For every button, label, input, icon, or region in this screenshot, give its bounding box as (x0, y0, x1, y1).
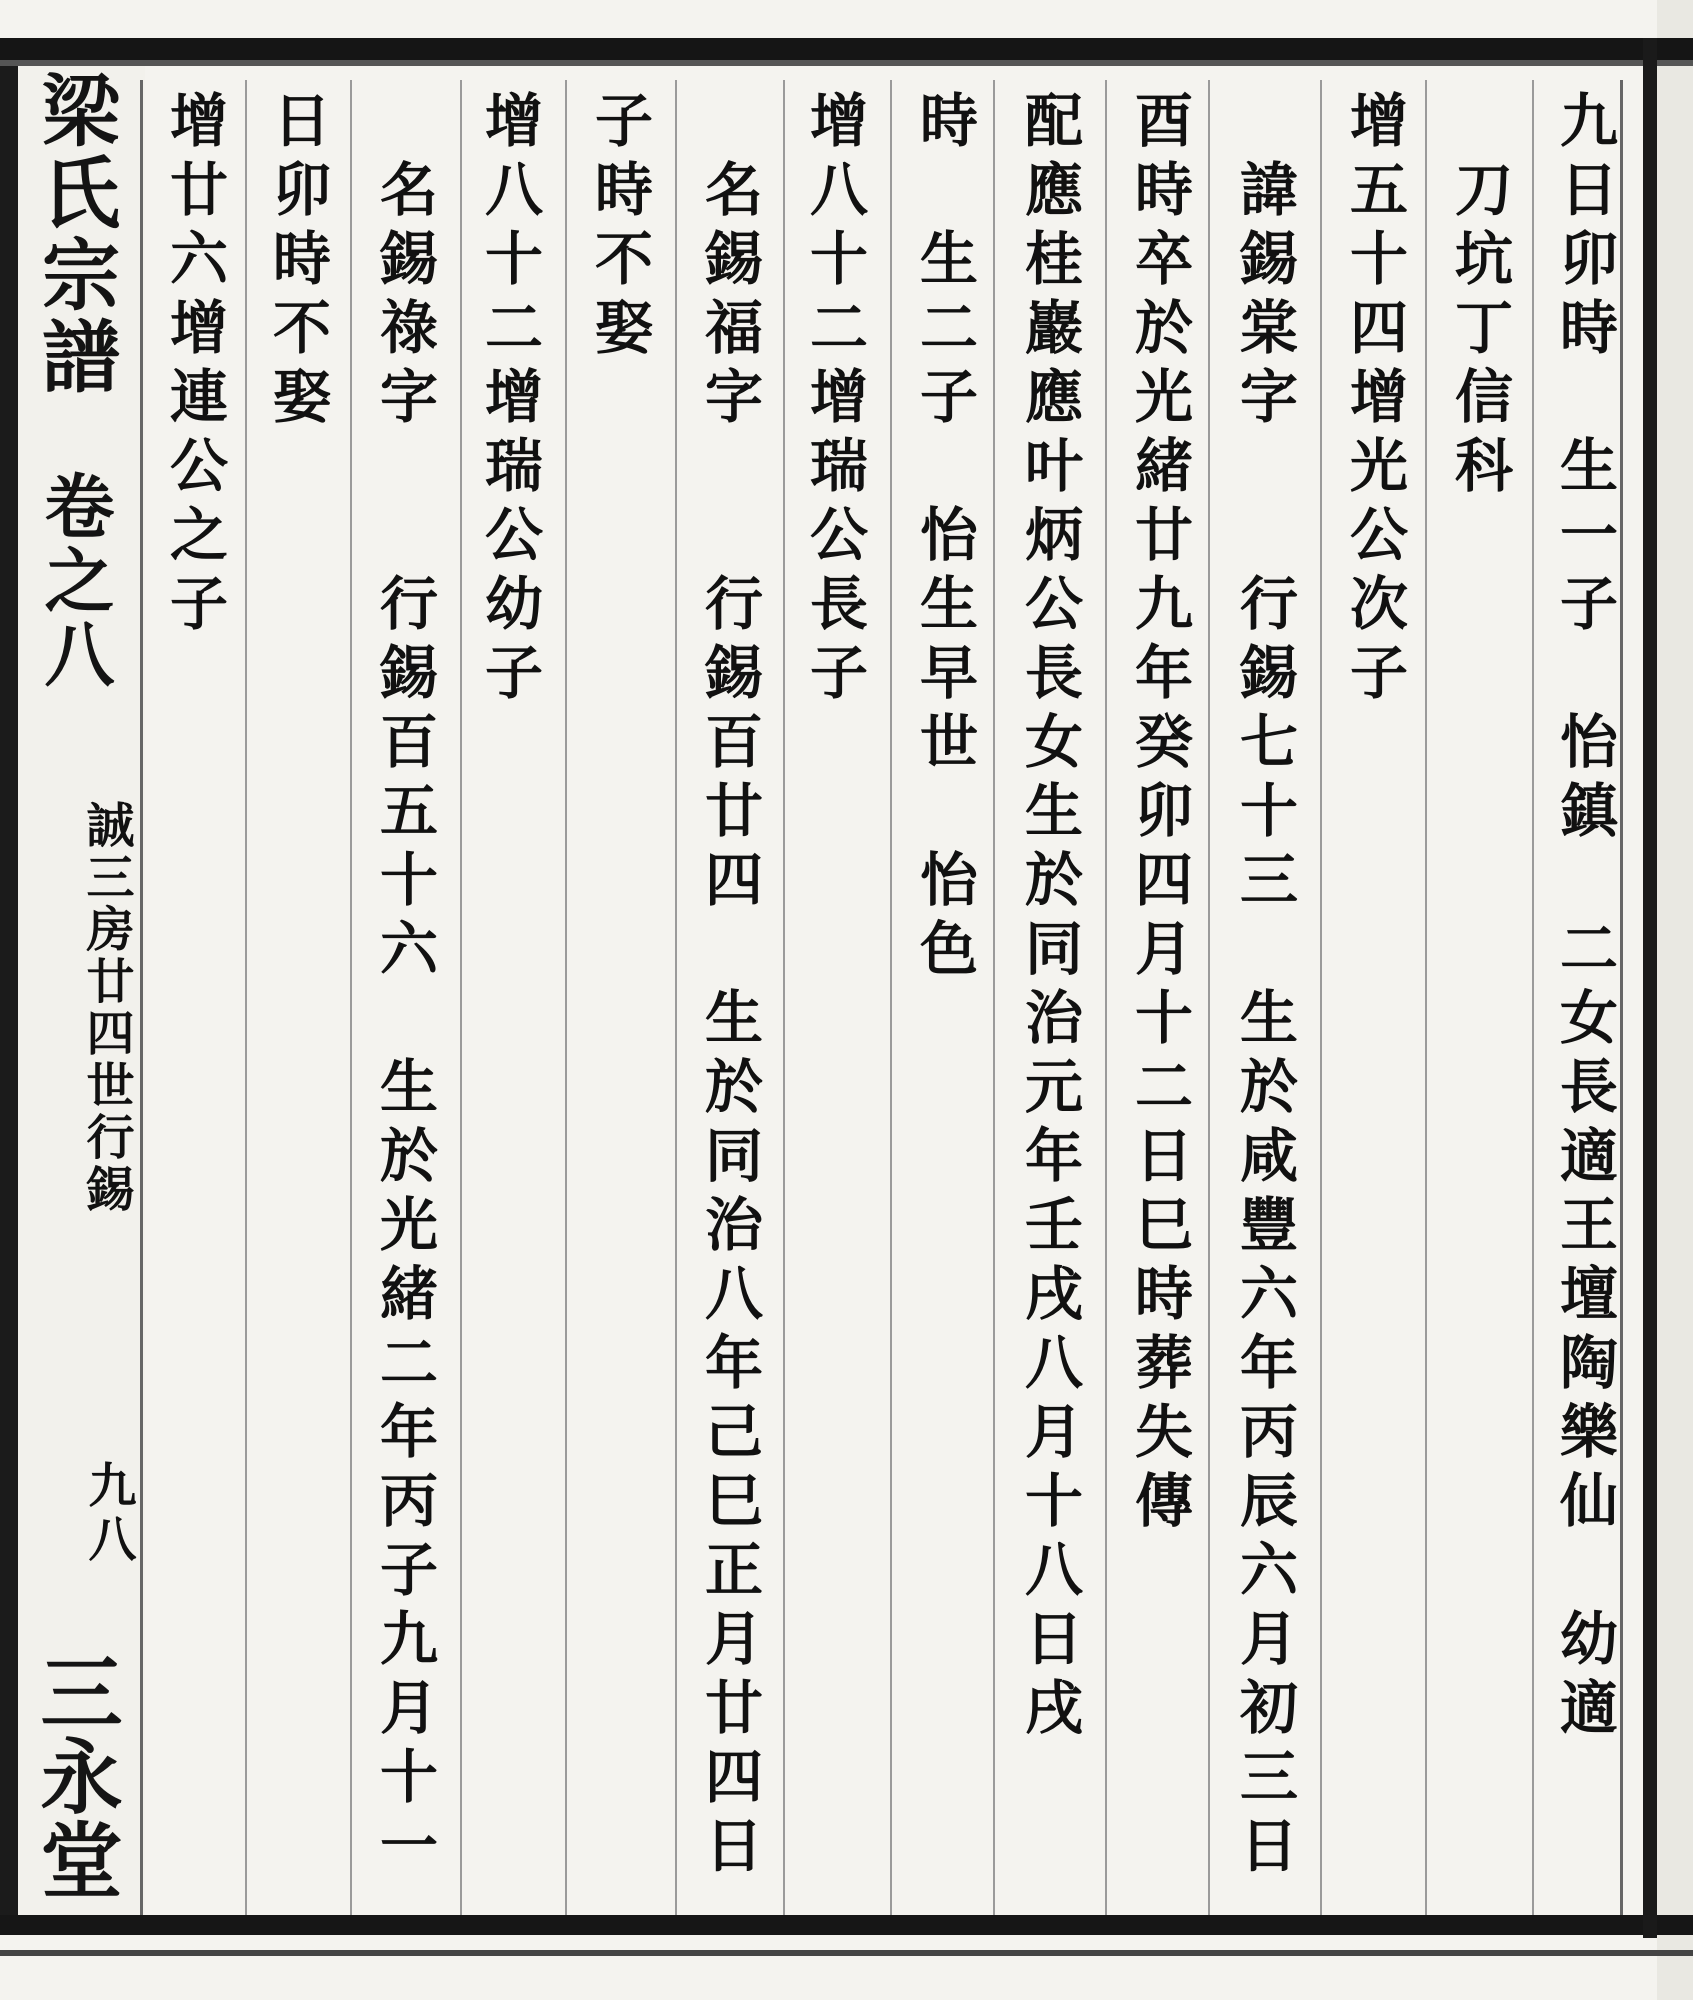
spine-volume: 卷之八 (33, 470, 116, 692)
text-column: 增八十二增瑞公幼子 (475, 90, 543, 711)
text-column: 諱錫棠字 行錫七十三 生於咸豐六年丙辰六月初三日 (1230, 90, 1298, 1884)
page-edge (1657, 0, 1693, 2000)
text-column: 名錫福字 行錫百廿四 生於同治八年己巳正月廿四日 (695, 90, 763, 1884)
column-rule (245, 80, 247, 1915)
text-column: 增廿六增連公之子 (160, 90, 228, 642)
text-column: 酉時卒於光緒廿九年癸卯四月十二日巳時葬失傳 (1125, 90, 1193, 1539)
text-column: 名錫祿字 行錫百五十六 生於光緒二年丙子九月十一 (370, 90, 438, 1884)
text-column: 時 生二子 怡生早世 怡色 (910, 90, 978, 987)
right-border (1643, 38, 1657, 1938)
top-border-inner (0, 60, 1693, 66)
column-rule (565, 80, 567, 1915)
column-rule (675, 80, 677, 1915)
text-column: 增八十二增瑞公長子 (800, 90, 868, 711)
column-rule (1425, 80, 1427, 1915)
spine-section: 誠三房廿四世行錫 (78, 800, 134, 1216)
bottom-border-inner (0, 1950, 1693, 1956)
column-rule (350, 80, 352, 1915)
column-rule (460, 80, 462, 1915)
column-rule (1208, 80, 1210, 1915)
text-column: 九日卯時 生一子 怡鎮 二女長適王壇陶樂仙 幼適 (1550, 90, 1618, 1746)
spine-hall-name: 三永堂 (27, 1650, 123, 1902)
top-border (0, 38, 1693, 60)
text-column: 刀坑丁信科 (1445, 90, 1513, 504)
text-column: 配應桂巖應叶炳公長女生於同治元年壬戌八月十八日戌 (1015, 90, 1083, 1746)
column-rule (993, 80, 995, 1915)
column-rule (1105, 80, 1107, 1915)
column-rule (890, 80, 892, 1915)
text-column: 子時不娶 (585, 90, 653, 366)
spine-edge (0, 66, 18, 1915)
bottom-border (0, 1915, 1693, 1935)
text-column: 增五十四增光公次子 (1340, 90, 1408, 711)
column-rule (1532, 80, 1534, 1915)
spine-page-number: 九八 (80, 1460, 136, 1568)
column-rule (1320, 80, 1322, 1915)
spine-title: 梁氏宗譜 (29, 70, 120, 398)
column-rule (783, 80, 785, 1915)
text-column: 日卯時不娶 (263, 90, 331, 435)
column-rule (140, 80, 143, 1915)
